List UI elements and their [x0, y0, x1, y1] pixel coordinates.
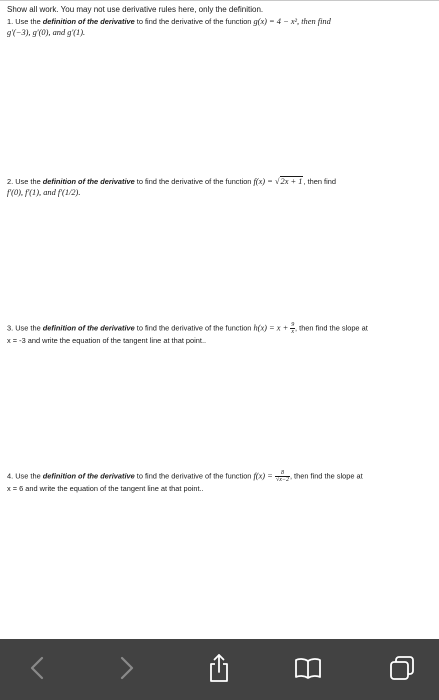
bookmarks-button[interactable] [291, 653, 325, 683]
question-4-fraction [275, 470, 290, 483]
question-2-mid: to find the derivative of the function [134, 177, 254, 186]
share-button[interactable] [202, 653, 236, 683]
question-2-function [253, 176, 303, 186]
question-4-mid: to find the derivative of the function [134, 471, 254, 481]
question-1-lead: 1. Use the [7, 17, 43, 26]
question-3-denominator: x [291, 329, 295, 335]
question-4-function: f(x) = [253, 471, 275, 481]
question-2-radicand: 2x + 1 [280, 177, 303, 186]
question-1-mid: to find the derivative of the function [134, 17, 254, 26]
chevron-right-icon [119, 656, 135, 680]
browser-toolbar [0, 639, 439, 700]
page-top-border [0, 0, 439, 1]
tabs-button[interactable] [385, 653, 419, 683]
problem-document [7, 4, 435, 493]
question-1-function: g(x) = 4 − x², then find [253, 17, 331, 26]
question-2-emphasis: definition of the derivative [42, 177, 135, 186]
question-4-task: x = 6 and write the equation of the tangent line at that point.. [7, 484, 204, 493]
back-button[interactable] [20, 653, 54, 683]
question-3-lead: 3. Use the [7, 323, 43, 333]
question-4-emphasis: definition of the derivative [42, 471, 135, 481]
tabs-icon [389, 655, 415, 681]
question-1 [7, 16, 435, 38]
chevron-left-icon [29, 656, 45, 680]
question-3-function-suffix: , then find the slope at [295, 323, 368, 333]
share-icon [208, 653, 230, 683]
instructions-text: Show all work. You may not use derivative rules here, only the definition. [7, 5, 264, 14]
question-2-function-suffix: , then find [303, 177, 336, 186]
question-2-function-prefix: f(x) = √ [253, 177, 280, 186]
question-2-lead: 2. Use the [7, 177, 43, 186]
question-4-function-suffix: , then find the slope at [289, 471, 363, 481]
question-3-numerator: 9 [291, 322, 295, 328]
forward-button[interactable] [110, 653, 144, 683]
question-3-mid: to find the derivative of the function [134, 323, 254, 333]
question-1-values: g′(−3), g′(0), and g′(1). [7, 28, 86, 37]
question-3-task: x = -3 and write the equation of the tangent line at that point.. [7, 336, 207, 345]
question-2-values: f′(0), f′(1), and f′(1/2). [7, 188, 81, 197]
question-4-denominator: √x−2 [275, 477, 289, 483]
question-2 [7, 176, 435, 198]
question-3 [7, 322, 435, 346]
question-3-emphasis: definition of the derivative [42, 323, 135, 333]
question-1-emphasis: definition of the derivative [42, 17, 135, 26]
book-icon [294, 657, 322, 679]
question-4-numerator: 8 [280, 470, 284, 476]
question-4-lead: 4. Use the [7, 471, 43, 481]
question-3-function: h(x) = x + [253, 323, 291, 333]
question-4 [7, 470, 435, 494]
